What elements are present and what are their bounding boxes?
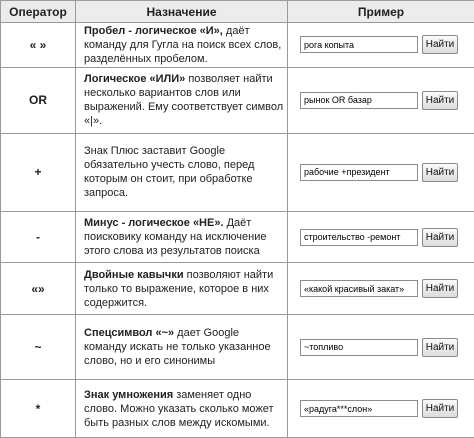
- description-lead: Знак умножения: [84, 388, 174, 401]
- operator-symbol: *: [1, 380, 76, 438]
- operator-description: [76, 263, 288, 314]
- operator-symbol: -: [1, 212, 76, 263]
- example-search-input[interactable]: [300, 229, 418, 246]
- description-lead: Двойные кавычки: [84, 268, 184, 281]
- find-button[interactable]: Найти: [422, 279, 458, 298]
- example-search-input[interactable]: [300, 280, 418, 297]
- table-row: [1, 133, 474, 211]
- example-cell: [288, 67, 474, 133]
- example-form: [300, 35, 468, 54]
- operator-description: [76, 380, 288, 438]
- example-form: [300, 91, 468, 110]
- description-text: Знак Плюс заставит Google обязательно учесть слово, перед которым он стоит, при обработке запроса.: [84, 145, 255, 200]
- description-lead: Минус - логическое «НЕ».: [84, 217, 224, 230]
- operator-symbol: ~: [1, 314, 76, 380]
- find-button[interactable]: Найти: [422, 228, 458, 247]
- example-cell: [288, 380, 474, 438]
- description-lead: Логическое «ИЛИ»: [84, 73, 186, 86]
- description-text: дает Google команду искать не только указанное слово, но и его синонимы: [84, 327, 271, 368]
- example-form: [300, 399, 468, 418]
- example-cell: [288, 263, 474, 314]
- find-button[interactable]: Найти: [422, 91, 458, 110]
- operator-symbol: «»: [1, 263, 76, 314]
- operator-symbol: OR: [1, 67, 76, 133]
- example-search-input[interactable]: [300, 400, 418, 417]
- description-lead: Спецсимвол «~»: [84, 327, 175, 340]
- description-text: позволяет найти несколько вариантов слов или выражений. Ему соответствует символ «|».: [84, 73, 284, 128]
- operator-description: [76, 67, 288, 133]
- find-button[interactable]: Найти: [422, 338, 458, 357]
- table-row: [1, 263, 474, 314]
- example-cell: [288, 314, 474, 380]
- table-header-row: [1, 1, 474, 23]
- description-text: заменяет одно слово. Можно указать сколько может быть разных слов между искомыми.: [84, 388, 274, 429]
- table-row: [1, 380, 474, 438]
- example-cell: [288, 133, 474, 211]
- example-form: [300, 279, 468, 298]
- operator-symbol: +: [1, 133, 76, 211]
- description-lead: Пробел - логическое «И»,: [84, 24, 223, 37]
- table-row: [1, 212, 474, 263]
- example-form: [300, 228, 468, 247]
- header-operator: Оператор: [1, 1, 76, 23]
- description-text: позволяют найти только то выражение, которое в них содержится.: [84, 268, 274, 309]
- header-example: Пример: [288, 1, 474, 23]
- example-form: [300, 338, 468, 357]
- table-body: [1, 23, 474, 438]
- example-cell: [288, 23, 474, 68]
- find-button[interactable]: Найти: [422, 399, 458, 418]
- operator-description: [76, 23, 288, 68]
- table-row: [1, 67, 474, 133]
- table-row: [1, 314, 474, 380]
- example-cell: [288, 212, 474, 263]
- operator-description: [76, 212, 288, 263]
- description-text: даёт команду для Гугла на поиск всех слов, разделённых пробелом.: [84, 24, 282, 65]
- operator-description: [76, 133, 288, 211]
- example-search-input[interactable]: [300, 92, 418, 109]
- example-search-input[interactable]: [300, 164, 418, 181]
- operator-description: [76, 314, 288, 380]
- table-row: [1, 23, 474, 68]
- example-search-input[interactable]: [300, 36, 418, 53]
- find-button[interactable]: Найти: [422, 163, 458, 182]
- example-search-input[interactable]: [300, 339, 418, 356]
- example-form: [300, 163, 468, 182]
- header-description: Назначение: [76, 1, 288, 23]
- operator-symbol: « »: [1, 23, 76, 68]
- description-text: Даёт поисковику команду на исключение этого слова из результатов поиска: [84, 217, 267, 258]
- find-button[interactable]: Найти: [422, 35, 458, 54]
